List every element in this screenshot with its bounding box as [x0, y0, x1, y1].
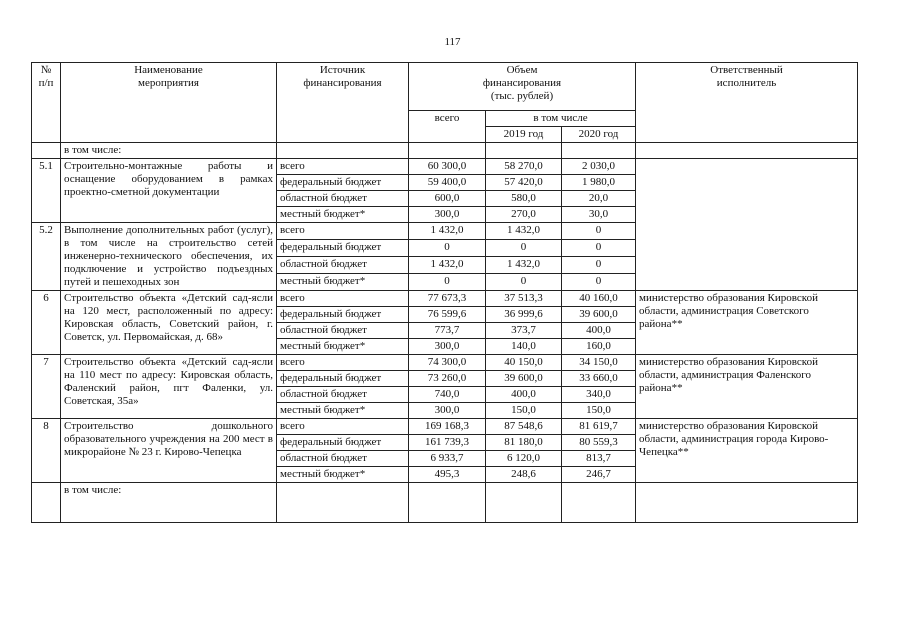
header-total: всего — [409, 111, 486, 143]
cell-2019: 373,7 — [486, 323, 562, 339]
cell-total: 73 260,0 — [409, 371, 486, 387]
cell-total: 59 400,0 — [409, 175, 486, 191]
cell-2020: 0 — [562, 240, 636, 257]
header-source: Источник финансирования — [277, 63, 409, 143]
header-including: в том числе — [486, 111, 636, 127]
cell-executor — [636, 483, 858, 523]
cell-2019: 1 432,0 — [486, 223, 562, 240]
cell-total: 300,0 — [409, 207, 486, 223]
cell-2019: 0 — [486, 274, 562, 291]
cell-source: областной бюджет — [277, 323, 409, 339]
cell-2019: 40 150,0 — [486, 355, 562, 371]
cell-source: областной бюджет — [277, 451, 409, 467]
cell-2020: 39 600,0 — [562, 307, 636, 323]
cell-total: 6 933,7 — [409, 451, 486, 467]
cell-source: федеральный бюджет — [277, 175, 409, 191]
cell-num: 5.2 — [32, 223, 61, 291]
cell-total: 300,0 — [409, 403, 486, 419]
cell-2019 — [486, 483, 562, 523]
cell-num: 5.1 — [32, 159, 61, 223]
cell-2019: 270,0 — [486, 207, 562, 223]
cell-executor — [636, 159, 858, 291]
cell-total: 169 168,3 — [409, 419, 486, 435]
cell-total: 0 — [409, 274, 486, 291]
cell-2019: 150,0 — [486, 403, 562, 419]
table-body — [32, 143, 858, 159]
cell-2019 — [486, 143, 562, 159]
cell-source: всего — [277, 355, 409, 371]
cell-2019: 1 432,0 — [486, 257, 562, 274]
header-volume: Объем финансирования (тыс. рублей) — [409, 63, 636, 111]
cell-total — [409, 483, 486, 523]
cell-total: 1 432,0 — [409, 257, 486, 274]
cell-source: местный бюджет* — [277, 339, 409, 355]
cell-2020: 150,0 — [562, 403, 636, 419]
cell-num — [32, 143, 61, 159]
cell-total: 77 673,3 — [409, 291, 486, 307]
cell-executor: министерство образования Кировской области, администрация города Кирово-Чепецка** — [636, 419, 858, 483]
table-groups — [32, 159, 858, 483]
cell-source — [277, 143, 409, 159]
cell-executor — [636, 143, 858, 159]
cell-2020: 813,7 — [562, 451, 636, 467]
cell-source: местный бюджет* — [277, 467, 409, 483]
cell-total: 161 739,3 — [409, 435, 486, 451]
table-row — [32, 483, 858, 523]
cell-source: федеральный бюджет — [277, 240, 409, 257]
cell-num: 7 — [32, 355, 61, 419]
cell-2019: 39 600,0 — [486, 371, 562, 387]
cell-source: областной бюджет — [277, 191, 409, 207]
cell-total: 0 — [409, 240, 486, 257]
cell-2019: 140,0 — [486, 339, 562, 355]
cell-2019: 87 548,6 — [486, 419, 562, 435]
cell-total: 300,0 — [409, 339, 486, 355]
cell-2020: 33 660,0 — [562, 371, 636, 387]
cell-2019: 400,0 — [486, 387, 562, 403]
table-row — [32, 143, 858, 159]
cell-2020: 80 559,3 — [562, 435, 636, 451]
cell-2019: 36 999,6 — [486, 307, 562, 323]
cell-executor: министерство образования Кировской области, администрация Советского района** — [636, 291, 858, 355]
page-number: 117 — [444, 36, 461, 48]
cell-source: всего — [277, 159, 409, 175]
cell-2019: 6 120,0 — [486, 451, 562, 467]
cell-2020: 340,0 — [562, 387, 636, 403]
cell-2019: 58 270,0 — [486, 159, 562, 175]
cell-source: местный бюджет* — [277, 207, 409, 223]
cell-2020: 30,0 — [562, 207, 636, 223]
cell-2019: 37 513,3 — [486, 291, 562, 307]
cell-2020 — [562, 483, 636, 523]
cell-num: 6 — [32, 291, 61, 355]
cell-incl-top: в том числе: — [61, 143, 277, 159]
cell-source: федеральный бюджет — [277, 307, 409, 323]
cell-2019: 0 — [486, 240, 562, 257]
cell-2020: 81 619,7 — [562, 419, 636, 435]
header-2020: 2020 год — [562, 127, 636, 143]
cell-source: всего — [277, 223, 409, 240]
cell-2020: 0 — [562, 223, 636, 240]
cell-total — [409, 143, 486, 159]
cell-num: 8 — [32, 419, 61, 483]
cell-source: местный бюджет* — [277, 403, 409, 419]
cell-total: 74 300,0 — [409, 355, 486, 371]
cell-2019: 580,0 — [486, 191, 562, 207]
cell-2020: 0 — [562, 257, 636, 274]
cell-name: Строительство объекта «Детский сад-ясли на 120 мест, расположенный по адресу: Кировская область, Советский район, г. Советск, ул. Первомайская, д. 68» — [61, 291, 277, 355]
table-row — [32, 291, 858, 307]
table-row — [32, 159, 858, 175]
cell-source: федеральный бюджет — [277, 371, 409, 387]
cell-executor: министерство образования Кировской области, администрация Фаленского района** — [636, 355, 858, 419]
header-2019: 2019 год — [486, 127, 562, 143]
cell-name: Строительство дошкольного образовательного учреждения на 200 мест в микрорайоне № 23 г. Кирово-Чепецка — [61, 419, 277, 483]
cell-2020: 246,7 — [562, 467, 636, 483]
cell-source: областной бюджет — [277, 387, 409, 403]
cell-2020: 34 150,0 — [562, 355, 636, 371]
cell-2020 — [562, 143, 636, 159]
cell-2020: 1 980,0 — [562, 175, 636, 191]
cell-name: Строительно-монтажные работы и оснащение оборудованием в рамках проектно-сметной документации — [61, 159, 277, 223]
cell-2019: 248,6 — [486, 467, 562, 483]
cell-2020: 40 160,0 — [562, 291, 636, 307]
cell-2020: 0 — [562, 274, 636, 291]
cell-2020: 2 030,0 — [562, 159, 636, 175]
cell-total: 60 300,0 — [409, 159, 486, 175]
cell-2019: 57 420,0 — [486, 175, 562, 191]
cell-total: 740,0 — [409, 387, 486, 403]
cell-incl-bottom: в том числе: — [61, 483, 277, 523]
financing-table — [31, 62, 858, 523]
cell-source: всего — [277, 419, 409, 435]
cell-name: Выполнение дополнительных работ (услуг), в том числе на строительство сетей инженерно-технического обеспечения, их подключение и устройство подъездных путей и пешеходных зон — [61, 223, 277, 291]
cell-num — [32, 483, 61, 523]
cell-source: местный бюджет* — [277, 274, 409, 291]
table-row — [32, 419, 858, 435]
cell-total: 495,3 — [409, 467, 486, 483]
cell-2020: 160,0 — [562, 339, 636, 355]
cell-2020: 400,0 — [562, 323, 636, 339]
cell-2019: 81 180,0 — [486, 435, 562, 451]
table-foot — [32, 483, 858, 523]
table-row — [32, 355, 858, 371]
header-num: № п/п — [32, 63, 61, 143]
header-executor: Ответственный исполнитель — [636, 63, 858, 143]
cell-source: всего — [277, 291, 409, 307]
cell-total: 600,0 — [409, 191, 486, 207]
cell-total: 1 432,0 — [409, 223, 486, 240]
cell-2020: 20,0 — [562, 191, 636, 207]
cell-total: 773,7 — [409, 323, 486, 339]
cell-source — [277, 483, 409, 523]
cell-source: федеральный бюджет — [277, 435, 409, 451]
header-name: Наименование мероприятия — [61, 63, 277, 143]
cell-name: Строительство объекта «Детский сад-ясли на 110 мест по адресу: Кировская область, Фаленский район, пгт Фаленки, ул. Советская, 35а» — [61, 355, 277, 419]
cell-source: областной бюджет — [277, 257, 409, 274]
cell-total: 76 599,6 — [409, 307, 486, 323]
